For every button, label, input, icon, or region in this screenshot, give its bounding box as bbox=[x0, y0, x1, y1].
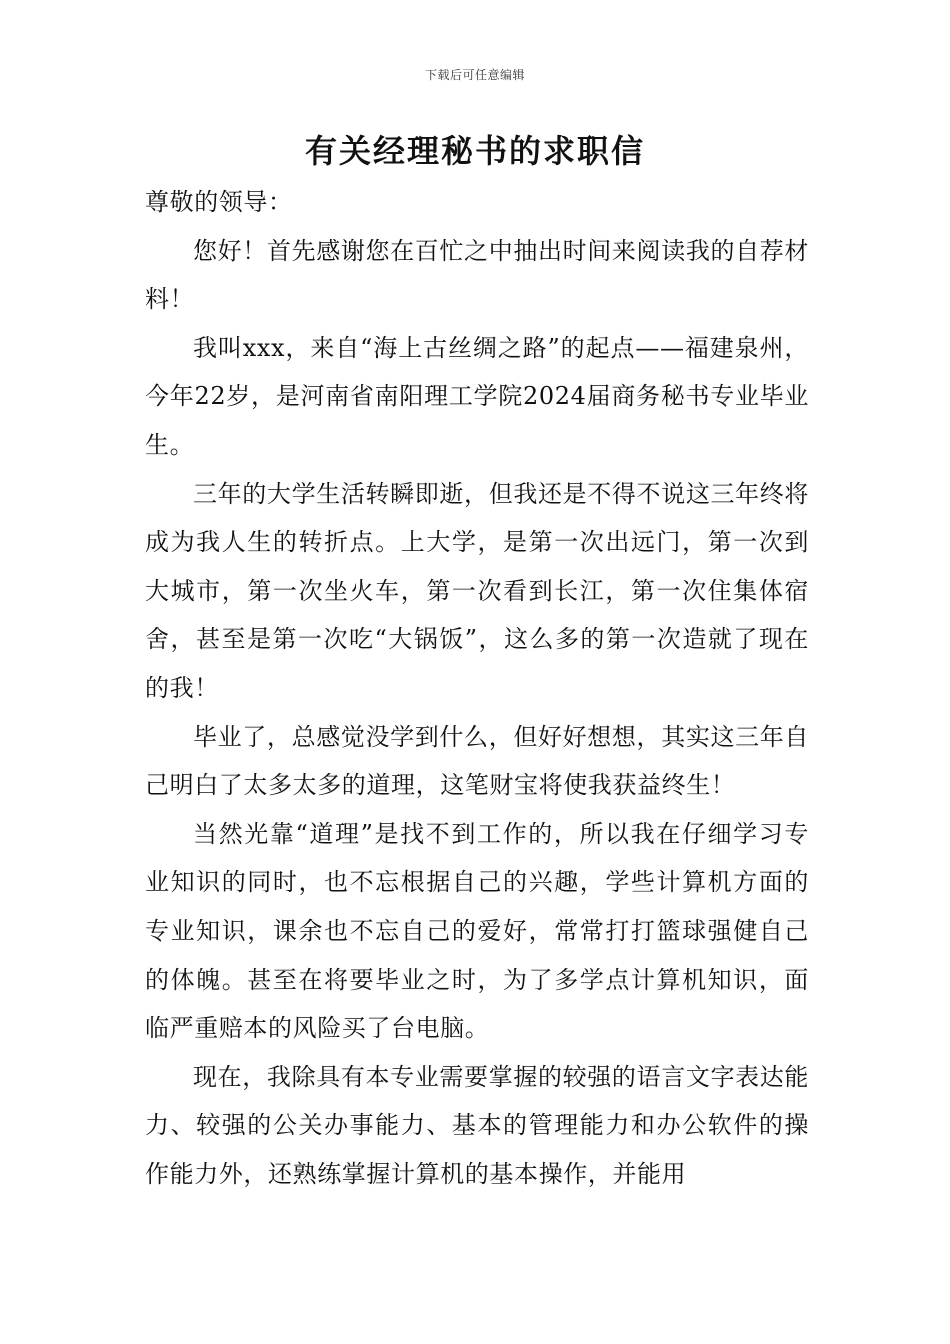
letter-body bbox=[145, 178, 809, 1198]
paragraph-greeting: 您好！首先感谢您在百忙之中抽出时间来阅读我的自荐材料！ bbox=[145, 236, 809, 314]
paragraph-graduation: 毕业了，总感觉没学到什么，但好好想想，其实这三年自己明白了太多太多的道理，这笔财宝将使我获益终生！ bbox=[145, 722, 809, 800]
paragraph-introduction: 我叫xxx，来自“海上古丝绸之路”的起点——福建泉州，今年22岁，是河南省南阳理工学院2024届商务秘书专业毕业生。 bbox=[145, 333, 809, 459]
paragraph-skills-study: 当然光靠“道理”是找不到工作的，所以我在仔细学习专业知识的同时，也不忘根据自己的兴趣，学些计算机方面的专业知识，课余也不忘自己的爱好，常常打打篮球强健自己的体魄。甚至在将要毕业之时，为了多学点计算机知识，面临严重赔本的风险买了台电脑。 bbox=[145, 819, 809, 1043]
paragraph-college-life: 三年的大学生活转瞬即逝，但我还是不得不说这三年终将成为我人生的转折点。上大学，是第一次出远门，第一次到大城市，第一次坐火车，第一次看到长江，第一次住集体宿舍，甚至是第一次吃“大锅饭”，这么多的第一次造就了现在的我！ bbox=[145, 479, 809, 702]
document-title: 有关经理秘书的求职信 bbox=[304, 132, 645, 170]
paragraph-abilities: 现在，我除具有本专业需要掌握的较强的语言文字表达能力、较强的公关办事能力、基本的管理能力和办公软件的操作能力外，还熟练掌握计算机的基本操作，并能用 bbox=[145, 1062, 809, 1188]
salutation: 尊敬的领导： bbox=[145, 188, 293, 216]
header-note: 下载后可任意编辑 bbox=[424, 68, 525, 82]
